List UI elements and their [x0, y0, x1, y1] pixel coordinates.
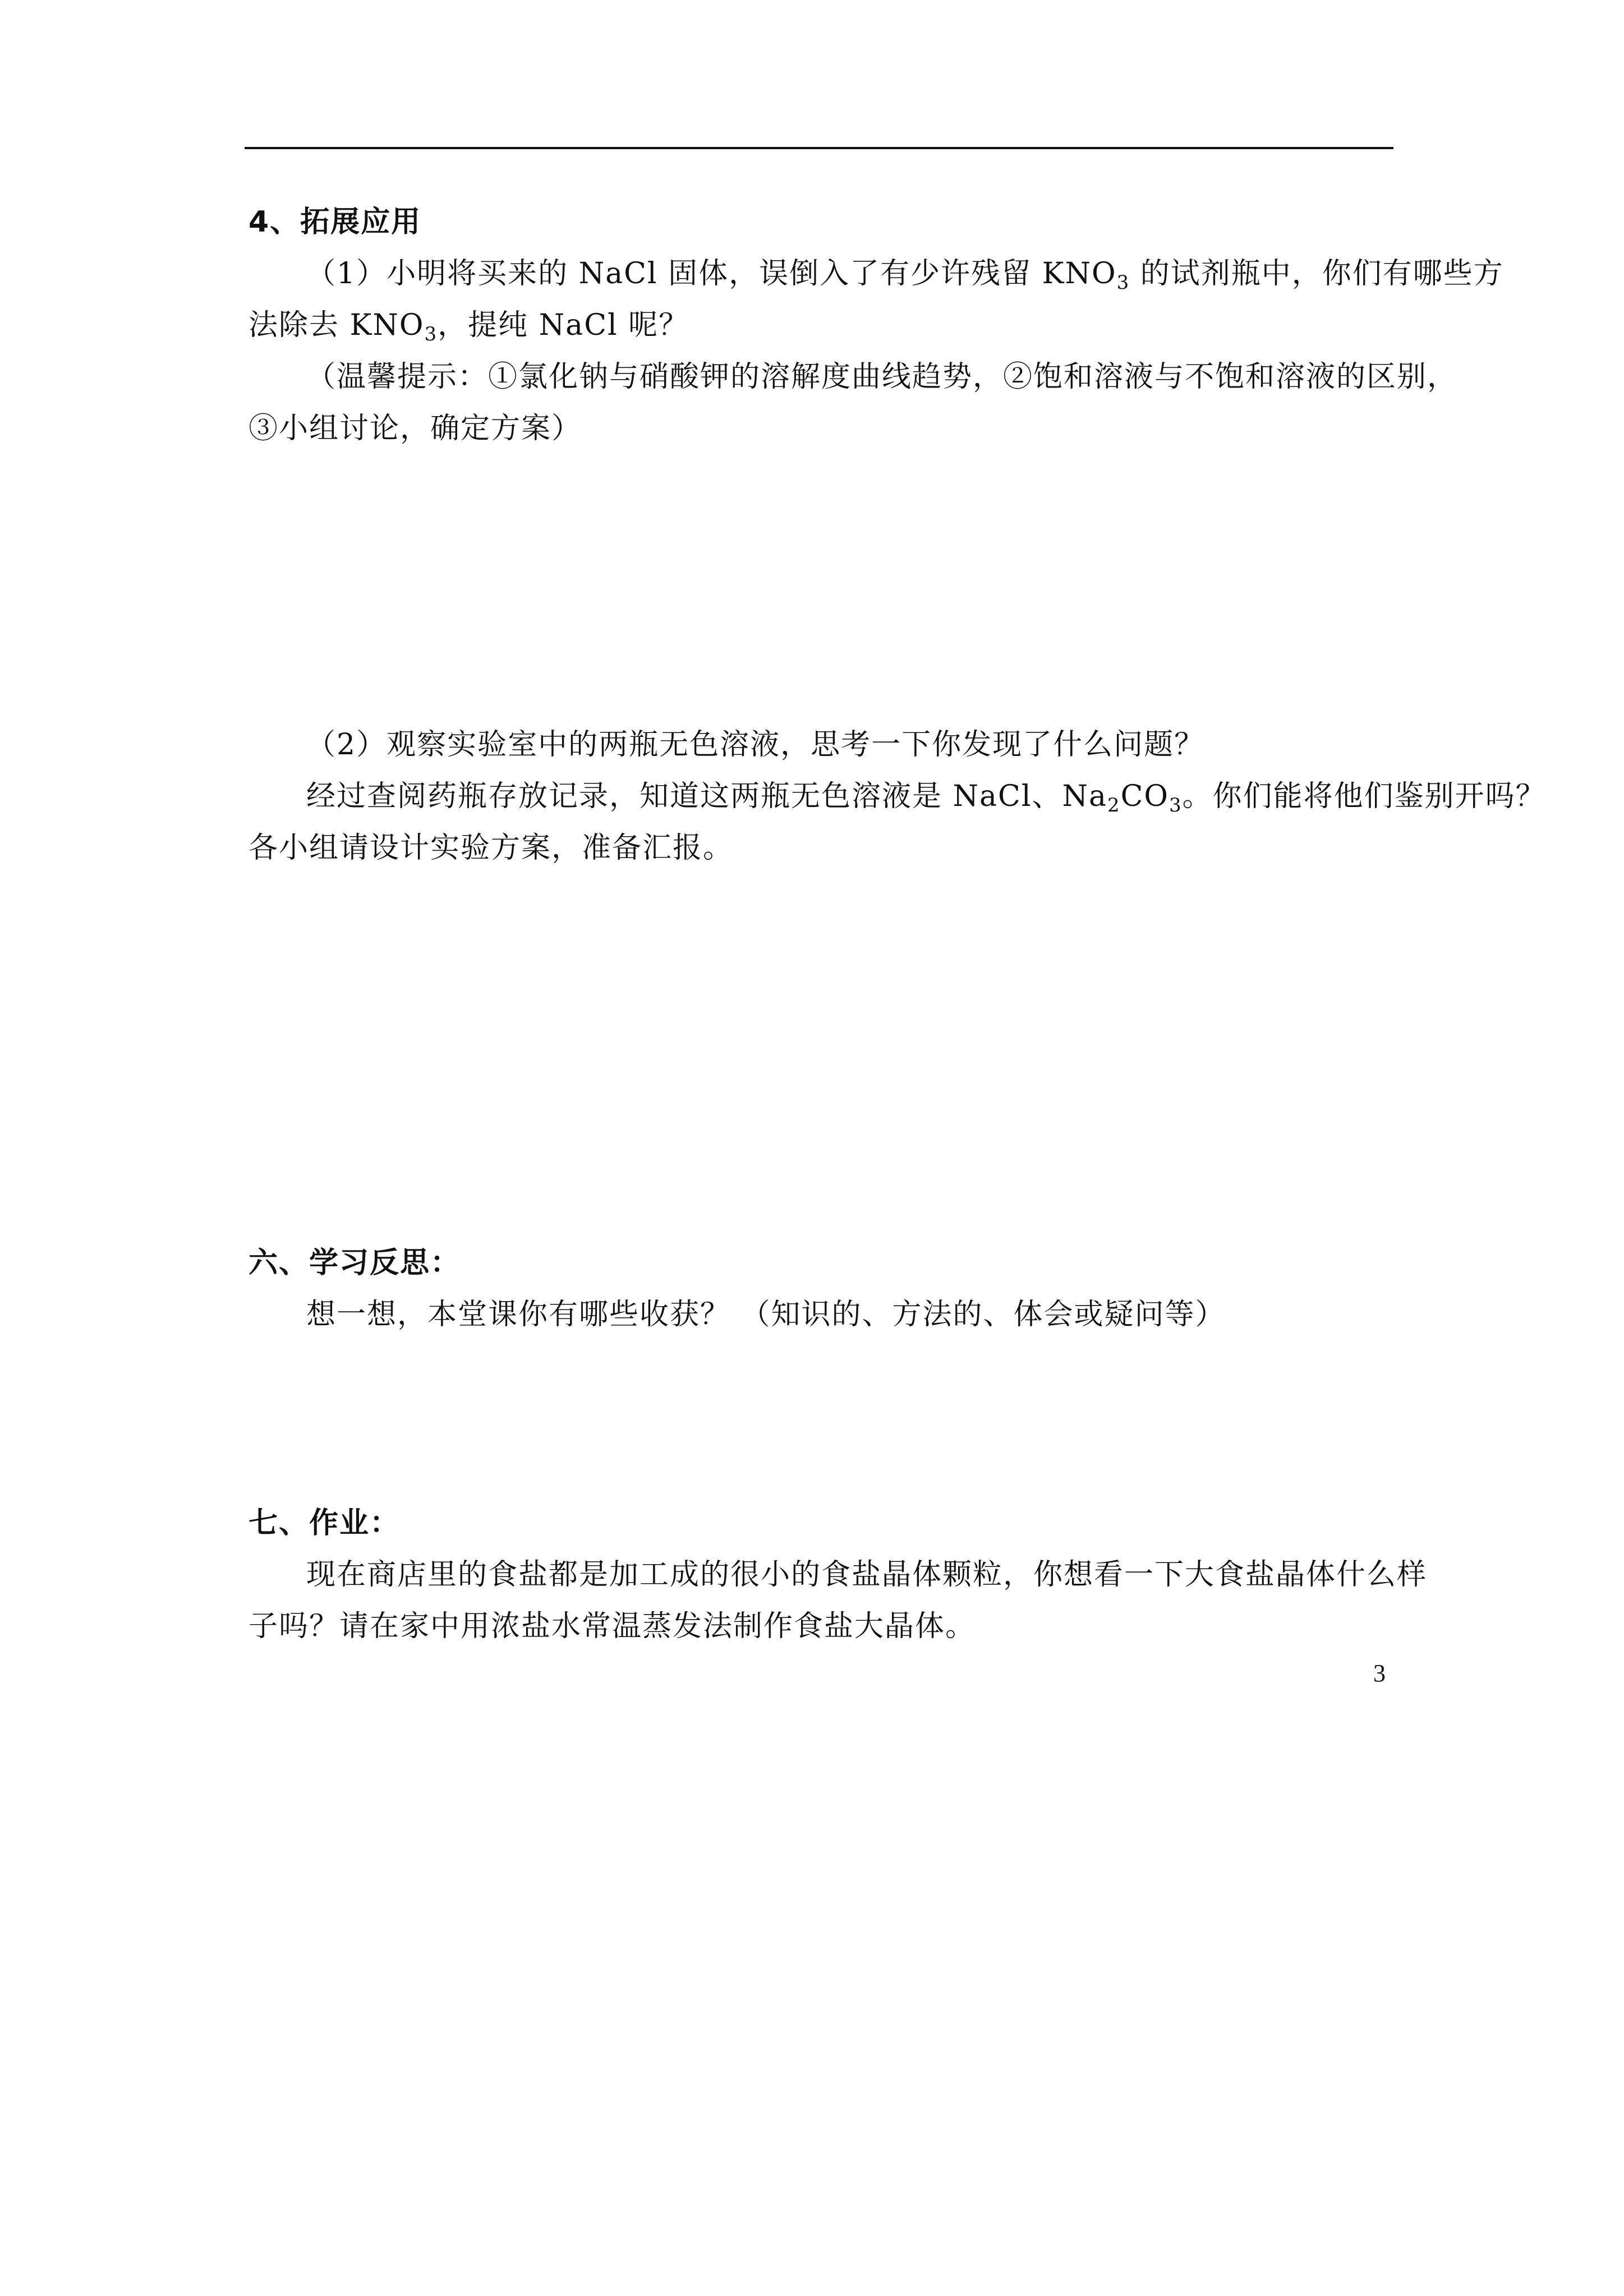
section-7-heading: 七、作业： — [249, 1506, 401, 1540]
section-4-heading: 4、拓展应用 — [249, 205, 422, 239]
q2-line-1: （2）观察实验室中的两瓶无色溶液，思考一下你发现了什么问题？ — [306, 728, 1205, 762]
q2-line-2: 经过查阅药瓶存放记录，知道这两瓶无色溶液是 NaCl、$Na_2CO_3$。你们能将他们鉴别开吗？ — [306, 780, 1546, 817]
header-rule — [245, 147, 1393, 149]
homework-line-1: 现在商店里的食盐都是加工成的很小的食盐晶体颗粒，你想看一下大食盐晶体什么样 — [306, 1558, 1428, 1592]
page-number: 3 — [1373, 1659, 1386, 1687]
reflection-line-1: 想一想，本堂课你有哪些收获？ （知识的、方法的、体会或疑问等） — [306, 1298, 1226, 1331]
q1-line-2: 法除去 $KNO_3$，提纯 NaCl 呢？ — [249, 308, 689, 345]
q2-line-3: 各小组请设计实验方案，准备汇报。 — [249, 831, 734, 865]
q1-hint-line-2: ③小组讨论，确定方案） — [249, 412, 582, 445]
q1-hint-line-1: （温馨提示：①氯化钠与硝酸钾的溶解度曲线趋势，②饱和溶液与不饱和溶液的区别， — [306, 360, 1458, 394]
q1-line-1: （1）小明将买来的 NaCl 固体，误倒入了有少许残留 $KNO_3$ 的试剂瓶中，你们有哪些方 — [306, 257, 1504, 294]
homework-line-2: 子吗？请在家中用浓盐水常温蒸发法制作食盐大晶体。 — [249, 1610, 976, 1643]
section-6-heading: 六、学习反思： — [249, 1246, 461, 1280]
